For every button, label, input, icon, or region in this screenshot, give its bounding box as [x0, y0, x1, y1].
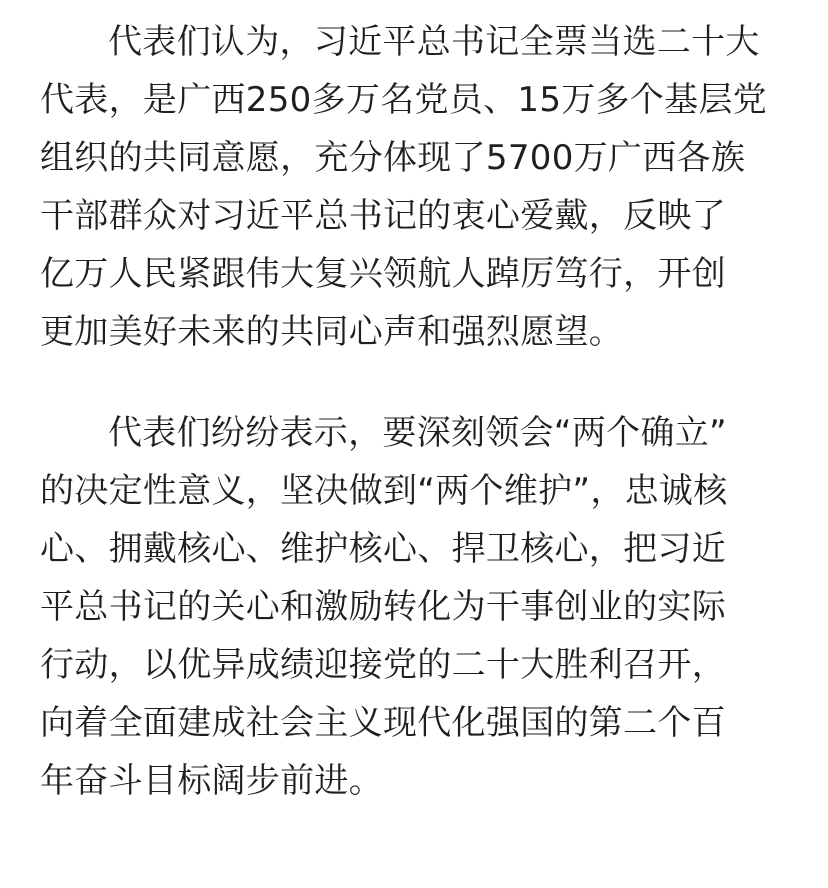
article-body [40, 13, 788, 810]
paragraph-line: 向着全面建成社会主义现代化强国的第二个百 [40, 703, 726, 743]
paragraph-line: 代表，是广西250多万名党员、15万多个基层党 [40, 80, 768, 120]
paragraph-1 [40, 13, 788, 361]
paragraph-line: 代表们认为，习近平总书记全票当选二十大 [108, 22, 760, 62]
paragraph-2 [40, 404, 788, 810]
paragraph-line: 组织的共同意愿，充分体现了5700万广西各族 [40, 138, 746, 178]
paragraph-line: 的决定性意义，坚决做到“两个维护”，忠诚核 [40, 471, 728, 511]
paragraph-line: 年奋斗目标阔步前进。 [40, 761, 383, 801]
paragraph-line: 亿万人民紧跟伟大复兴领航人踔厉笃行，开创 [40, 254, 726, 294]
paragraph-line: 心、拥戴核心、维护核心、捍卫核心，把习近 [40, 529, 726, 569]
paragraph-line: 平总书记的关心和激励转化为干事创业的实际 [40, 587, 726, 627]
paragraph-line: 代表们纷纷表示，要深刻领会“两个确立” [108, 413, 727, 453]
paragraph-line: 行动，以优异成绩迎接党的二十大胜利召开， [40, 645, 726, 685]
paragraph-line: 更加美好未来的共同心声和强烈愿望。 [40, 312, 624, 352]
paragraph-line: 干部群众对习近平总书记的衷心爱戴，反映了 [40, 196, 726, 236]
